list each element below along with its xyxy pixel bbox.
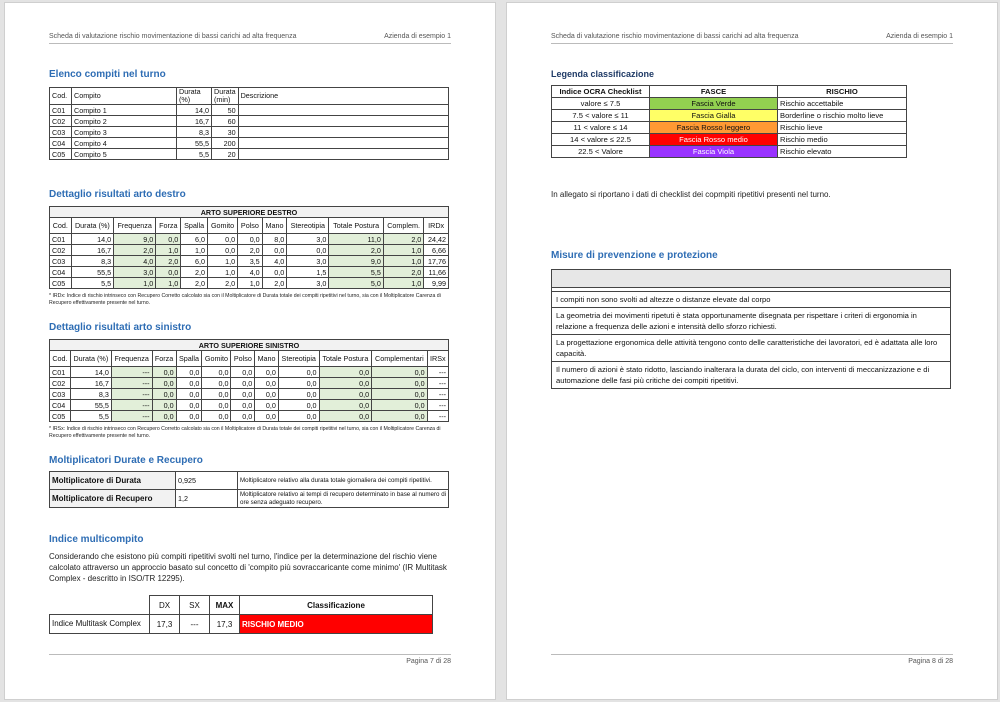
- table-cell: 0,0: [319, 367, 372, 378]
- page-header: [49, 33, 451, 44]
- col-header: Durata (%): [71, 218, 114, 234]
- table-cell: 0,0: [207, 245, 237, 256]
- misure-item: I compiti non sono svolti ad altezze o distanze elevate dal corpo: [552, 292, 951, 308]
- col-header: Descrizione: [238, 88, 448, 105]
- table-cell: 55,5: [177, 138, 212, 149]
- table-cell: 0,0: [152, 367, 176, 378]
- group-header: ARTO SUPERIORE SINISTRO: [50, 340, 449, 351]
- table-cell: 1,0: [238, 278, 263, 289]
- table-row: [50, 267, 449, 278]
- misure-item: Il numero di azioni è stato ridotto, lasciando inalterara la durata del ciclo, con interventi di meccanizzazione e di automazione delle fasi più critiche dei compiti ripetitivi.: [552, 362, 951, 389]
- table-cell: 9,99: [424, 278, 449, 289]
- table-cell: 0,0: [278, 367, 319, 378]
- col-header: Complem.: [383, 218, 423, 234]
- table-cell: 2,0: [156, 256, 181, 267]
- col-header: Indice OCRA Checklist: [552, 86, 650, 98]
- table-cell: 6,0: [181, 234, 208, 245]
- table-cell: ---: [427, 411, 448, 422]
- mt-head-dx: DX: [150, 596, 180, 615]
- table-cell: 1,0: [383, 278, 423, 289]
- table-cell: 0,0: [319, 400, 372, 411]
- col-header: Durata (%): [177, 88, 212, 105]
- table-cell: 0,0: [372, 411, 427, 422]
- legend-row: [552, 146, 907, 158]
- table-cell: 0,0: [152, 400, 176, 411]
- misure-row: [552, 335, 951, 362]
- col-header: Stereotipia: [287, 218, 329, 234]
- table-cell: 11,0: [329, 234, 384, 245]
- col-header: IRDx: [424, 218, 449, 234]
- mult-recupero-label: Moltiplicatore di Recupero: [50, 490, 176, 508]
- table-cell: 0,0: [152, 389, 176, 400]
- table-cell: 4,0: [114, 256, 156, 267]
- table-cell: 0,0: [262, 267, 287, 278]
- table-row: [50, 378, 449, 389]
- table-cell: 14,0: [70, 367, 111, 378]
- table-cell: 4,0: [262, 256, 287, 267]
- table-cell: 0,0: [176, 378, 202, 389]
- table-misure: [551, 269, 951, 389]
- page-header: [551, 33, 953, 44]
- header-title: Scheda di valutazione rischio movimentazione di bassi carichi ad alta frequenza: [49, 33, 297, 40]
- col-header: Forza: [156, 218, 181, 234]
- legend-row: [552, 110, 907, 122]
- mt-head-max: MAX: [210, 596, 240, 615]
- header-row: [552, 86, 907, 98]
- misure-item: La geometria dei movimenti ripetuti è stata opportunamente disegnata per rispettare i criteri di ergonomia in relazione a frequenza delle azioni e intensità dello sforzo richiesti.: [552, 308, 951, 335]
- table-cell: 1,0: [156, 278, 181, 289]
- table-cell: 0,0: [372, 389, 427, 400]
- table-cell: 2,0: [181, 267, 208, 278]
- table-row: [50, 245, 449, 256]
- table-cell: 5,0: [329, 278, 384, 289]
- table-row: [50, 234, 449, 245]
- legend-row: [552, 98, 907, 110]
- table-row: [50, 411, 449, 422]
- legend-rischio: Rischio elevato: [778, 146, 907, 158]
- legend-range: 7.5 < valore ≤ 11: [552, 110, 650, 122]
- table-legenda: [551, 85, 907, 158]
- table-cell: 0,0: [176, 367, 202, 378]
- table-cell: C01: [50, 105, 72, 116]
- legend-range: 14 < valore ≤ 22.5: [552, 134, 650, 146]
- table-cell: 5,5: [177, 149, 212, 160]
- table-cell: 0,0: [319, 389, 372, 400]
- col-header: Complementari: [372, 351, 427, 367]
- table-cell: 0,0: [262, 245, 287, 256]
- col-header: Mano: [262, 218, 287, 234]
- col-header: Forza: [152, 351, 176, 367]
- table-cell: 0,0: [255, 389, 279, 400]
- table-row: [50, 105, 449, 116]
- table-cell: 0,0: [231, 411, 255, 422]
- header-row: [552, 270, 951, 288]
- legend-row: [552, 122, 907, 134]
- table-cell: C05: [50, 149, 72, 160]
- table-cell: 20: [212, 149, 239, 160]
- table-cell: 0,0: [231, 389, 255, 400]
- table-cell: 0,0: [202, 367, 231, 378]
- table-cell: 16,7: [71, 245, 114, 256]
- table-row: [50, 138, 449, 149]
- mt-max: 17,3: [210, 615, 240, 634]
- table-cell: 200: [212, 138, 239, 149]
- allegato-text: In allegato si riportano i dati di checklist dei copmpiti ripetitivi presenti nel turno.: [551, 190, 831, 199]
- table-cell: 2,0: [238, 245, 263, 256]
- table-cell: C02: [50, 245, 72, 256]
- misure-item: La progettazione ergonomica delle attività tengono conto delle caratteristiche dei lavoratori, ed è adattata alle loro capacità.: [552, 335, 951, 362]
- table-cell: 3,0: [287, 256, 329, 267]
- table-cell: 55,5: [70, 400, 111, 411]
- table-cell: [238, 138, 448, 149]
- table-cell: 0,0: [319, 378, 372, 389]
- table-cell: 4,0: [238, 267, 263, 278]
- table-cell: 55,5: [71, 267, 114, 278]
- section-title-compiti: Elenco compiti nel turno: [49, 69, 166, 80]
- table-cell: 11,66: [424, 267, 449, 278]
- table-cell: 2,0: [114, 245, 156, 256]
- header-title: Scheda di valutazione rischio movimentazione di bassi carichi ad alta frequenza: [551, 33, 799, 40]
- legend-row: [552, 134, 907, 146]
- table-cell: 14,0: [177, 105, 212, 116]
- table-cell: 2,0: [329, 245, 384, 256]
- header-row: [50, 351, 449, 367]
- table-cell: C02: [50, 378, 71, 389]
- col-header: Polso: [238, 218, 263, 234]
- table-cell: 0,0: [372, 378, 427, 389]
- mt-label: Indice Multitask Complex: [50, 615, 150, 634]
- multicompito-text: Considerando che esistono più compiti ripetitivi svolti nel turno, l'indice per la determinazione del rischio viene calcolato attraverso un approccio basato sul concetto di 'compito più sovraccaricante come minimo' (IR Multitask Complex - descritto in ISO/TR 12295).: [49, 552, 447, 583]
- table-cell: ---: [111, 378, 152, 389]
- table-cell: 0,0: [278, 389, 319, 400]
- table-cell: 2,0: [262, 278, 287, 289]
- table-row: [50, 278, 449, 289]
- mt-head-empty: [50, 596, 150, 615]
- table-cell: C01: [50, 367, 71, 378]
- table-cell: C05: [50, 411, 71, 422]
- col-header: Cod.: [50, 218, 72, 234]
- col-header: Mano: [255, 351, 279, 367]
- table-arto-sinistro: [49, 339, 449, 422]
- misure-row: [552, 362, 951, 389]
- table-cell: C03: [50, 127, 72, 138]
- table-cell: Compito 3: [72, 127, 177, 138]
- table-cell: 3,0: [287, 234, 329, 245]
- section-title-multicompito: Indice multicompito: [49, 534, 144, 545]
- table-cell: 9,0: [114, 234, 156, 245]
- table-cell: 0,0: [156, 234, 181, 245]
- mult-recupero-value: 1,2: [176, 490, 238, 508]
- table-cell: 14,0: [71, 234, 114, 245]
- table-moltiplicatori: [49, 471, 449, 508]
- mult-durata-label: Moltiplicatore di Durata: [50, 472, 176, 490]
- page-footer: Pagina 7 di 28: [49, 654, 451, 665]
- table-cell: 0,0: [176, 389, 202, 400]
- table-cell: 1,0: [114, 278, 156, 289]
- table-cell: 0,0: [231, 400, 255, 411]
- table-cell: 3,0: [287, 278, 329, 289]
- table-cell: 0,0: [176, 400, 202, 411]
- table-cell: 3,0: [114, 267, 156, 278]
- header-row: [50, 218, 449, 234]
- table-row: [50, 116, 449, 127]
- table-cell: 0,0: [152, 411, 176, 422]
- table-compiti: [49, 87, 449, 160]
- table-cell: 0,0: [255, 400, 279, 411]
- legend-rischio: Rischio lieve: [778, 122, 907, 134]
- table-cell: Compito 2: [72, 116, 177, 127]
- table-cell: 17,76: [424, 256, 449, 267]
- table-multitask: [49, 595, 433, 634]
- table-cell: ---: [111, 411, 152, 422]
- table-cell: 0,0: [238, 234, 263, 245]
- col-header: Stereotipia: [278, 351, 319, 367]
- table-cell: 0,0: [231, 367, 255, 378]
- table-cell: 6,66: [424, 245, 449, 256]
- legend-rischio: Borderline o rischio molto lieve: [778, 110, 907, 122]
- table-cell: 2,0: [181, 278, 208, 289]
- table-cell: 0,0: [255, 367, 279, 378]
- legend-fascia: Fascia Rosso leggero: [650, 122, 778, 134]
- page-footer: Pagina 8 di 28: [551, 654, 953, 665]
- table-arto-destro: [49, 206, 449, 289]
- col-header: Durata (%): [70, 351, 111, 367]
- table-cell: 5,5: [329, 267, 384, 278]
- table-cell: 50: [212, 105, 239, 116]
- note-destro: * IRDx: Indice di rischio intrinseco con Recupero Corretto calcolato sia con il Moltiplicatore di Durata totale dei compiti ripetitivi nel turno, sia con il Moltiplicatore Carenza di Recupero effettivamente presente nel turno.: [49, 293, 441, 306]
- table-cell: C04: [50, 267, 72, 278]
- table-cell: [238, 105, 448, 116]
- table-cell: 5,5: [70, 411, 111, 422]
- mult-durata-desc: Moltiplicatore relativo alla durata totale giornaliera dei compiti ripetitivi.: [238, 472, 449, 490]
- table-cell: 30: [212, 127, 239, 138]
- group-row: [50, 207, 449, 218]
- table-row: [50, 256, 449, 267]
- section-title-moltiplicatori: Moltiplicatori Durate e Recupero: [49, 455, 203, 466]
- legend-fascia: Fascia Gialla: [650, 110, 778, 122]
- table-cell: C04: [50, 400, 71, 411]
- col-header: Cod.: [50, 351, 71, 367]
- mult-durata-value: 0,925: [176, 472, 238, 490]
- col-header: Gomito: [202, 351, 231, 367]
- misure-header: [552, 270, 951, 288]
- table-cell: 1,0: [383, 245, 423, 256]
- table-cell: C04: [50, 138, 72, 149]
- table-cell: 1,0: [383, 256, 423, 267]
- table-cell: C05: [50, 278, 72, 289]
- table-cell: 8,3: [71, 256, 114, 267]
- table-cell: ---: [111, 367, 152, 378]
- table-cell: 0,0: [372, 367, 427, 378]
- col-header: Frequenza: [114, 218, 156, 234]
- legend-fascia: Fascia Verde: [650, 98, 778, 110]
- col-header: Polso: [231, 351, 255, 367]
- table-cell: Compito 5: [72, 149, 177, 160]
- table-cell: 1,0: [207, 267, 237, 278]
- mt-dx: 17,3: [150, 615, 180, 634]
- section-title-arto-destro: Dettaglio risultati arto destro: [49, 189, 186, 200]
- page-8: [506, 2, 998, 700]
- table-cell: C03: [50, 256, 72, 267]
- table-cell: 8,3: [177, 127, 212, 138]
- table-cell: 5,5: [71, 278, 114, 289]
- page-7: [4, 2, 496, 700]
- table-row: [50, 367, 449, 378]
- table-cell: 0,0: [319, 411, 372, 422]
- table-cell: 0,0: [287, 245, 329, 256]
- table-cell: 1,5: [287, 267, 329, 278]
- col-header: FASCE: [650, 86, 778, 98]
- table-cell: ---: [427, 367, 448, 378]
- table-cell: 0,0: [372, 400, 427, 411]
- col-header: Durata (min): [212, 88, 239, 105]
- table-cell: 1,0: [181, 245, 208, 256]
- table-cell: [238, 149, 448, 160]
- table-cell: ---: [111, 400, 152, 411]
- table-cell: 0,0: [231, 378, 255, 389]
- table-cell: 0,0: [176, 411, 202, 422]
- table-cell: 8,3: [70, 389, 111, 400]
- table-cell: 0,0: [202, 400, 231, 411]
- table-cell: 2,0: [383, 267, 423, 278]
- table-cell: 0,0: [152, 378, 176, 389]
- table-cell: 1,0: [156, 245, 181, 256]
- section-title-arto-sinistro: Dettaglio risultati arto sinistro: [49, 322, 192, 333]
- table-cell: 6,0: [181, 256, 208, 267]
- table-cell: 0,0: [202, 378, 231, 389]
- col-header: Spalla: [176, 351, 202, 367]
- header-company: Azienda di esempio 1: [886, 33, 953, 40]
- table-row: [50, 400, 449, 411]
- table-cell: ---: [427, 378, 448, 389]
- table-cell: 9,0: [329, 256, 384, 267]
- table-cell: [238, 127, 448, 138]
- legend-fascia: Fascia Viola: [650, 146, 778, 158]
- table-cell: 3,5: [238, 256, 263, 267]
- legend-range: valore ≤ 7.5: [552, 98, 650, 110]
- col-header: RISCHIO: [778, 86, 907, 98]
- table-cell: C03: [50, 389, 71, 400]
- table-cell: 0,0: [278, 378, 319, 389]
- section-title-legenda: Legenda classificazione: [551, 69, 655, 79]
- misure-row: [552, 308, 951, 335]
- legend-rischio: Rischio accettabile: [778, 98, 907, 110]
- table-cell: Compito 4: [72, 138, 177, 149]
- col-header: Compito: [72, 88, 177, 105]
- legend-range: 11 < valore ≤ 14: [552, 122, 650, 134]
- table-row: [50, 127, 449, 138]
- header-company: Azienda di esempio 1: [384, 33, 451, 40]
- table-cell: [238, 116, 448, 127]
- table-cell: 0,0: [278, 411, 319, 422]
- table-cell: 16,7: [70, 378, 111, 389]
- table-row: [50, 389, 449, 400]
- table-cell: Compito 1: [72, 105, 177, 116]
- note-sinistro: * IRSx: Indice di rischio intrinseco con Recupero Corretto calcolato sia con il Moltiplicatore di Durata totale dei compiti ripetitivi nel turno, sia con il Moltiplicatore Carenza di Recupero effettivamente presente nel turno.: [49, 426, 441, 439]
- table-cell: ---: [427, 400, 448, 411]
- col-header: IRSx: [427, 351, 448, 367]
- table-cell: 24,42: [424, 234, 449, 245]
- col-header: Totale Postura: [329, 218, 384, 234]
- mt-head-classificazione: Classificazione: [240, 596, 433, 615]
- table-cell: 1,0: [207, 256, 237, 267]
- group-row: [50, 340, 449, 351]
- table-cell: 0,0: [156, 267, 181, 278]
- table-cell: 0,0: [207, 234, 237, 245]
- col-header: Totale Postura: [319, 351, 372, 367]
- table-cell: 0,0: [278, 400, 319, 411]
- mt-sx: ---: [180, 615, 210, 634]
- table-cell: 2,0: [207, 278, 237, 289]
- header-row: [50, 88, 449, 105]
- section-title-misure: Misure di prevenzione e protezione: [551, 250, 718, 261]
- group-header: ARTO SUPERIORE DESTRO: [50, 207, 449, 218]
- col-header: Spalla: [181, 218, 208, 234]
- table-cell: ---: [427, 389, 448, 400]
- table-cell: 0,0: [202, 411, 231, 422]
- col-header: Cod.: [50, 88, 72, 105]
- mt-classificazione: RISCHIO MEDIO: [240, 615, 433, 634]
- table-cell: 0,0: [255, 411, 279, 422]
- misure-row: [552, 292, 951, 308]
- table-cell: 0,0: [255, 378, 279, 389]
- table-cell: C02: [50, 116, 72, 127]
- table-cell: ---: [111, 389, 152, 400]
- mt-head-sx: SX: [180, 596, 210, 615]
- col-header: Frequenza: [111, 351, 152, 367]
- table-cell: 16,7: [177, 116, 212, 127]
- mult-recupero-desc: Moltiplicatore relativo ai tempi di recupero determinato in base al numero di ore senza adeguato recupero.: [238, 490, 449, 508]
- table-cell: 8,0: [262, 234, 287, 245]
- col-header: Gomito: [207, 218, 237, 234]
- table-cell: 0,0: [202, 389, 231, 400]
- legend-range: 22.5 < Valore: [552, 146, 650, 158]
- table-row: [50, 149, 449, 160]
- legend-fascia: Fascia Rosso medio: [650, 134, 778, 146]
- table-cell: C01: [50, 234, 72, 245]
- table-cell: 2,0: [383, 234, 423, 245]
- legend-rischio: Rischio medio: [778, 134, 907, 146]
- table-cell: 60: [212, 116, 239, 127]
